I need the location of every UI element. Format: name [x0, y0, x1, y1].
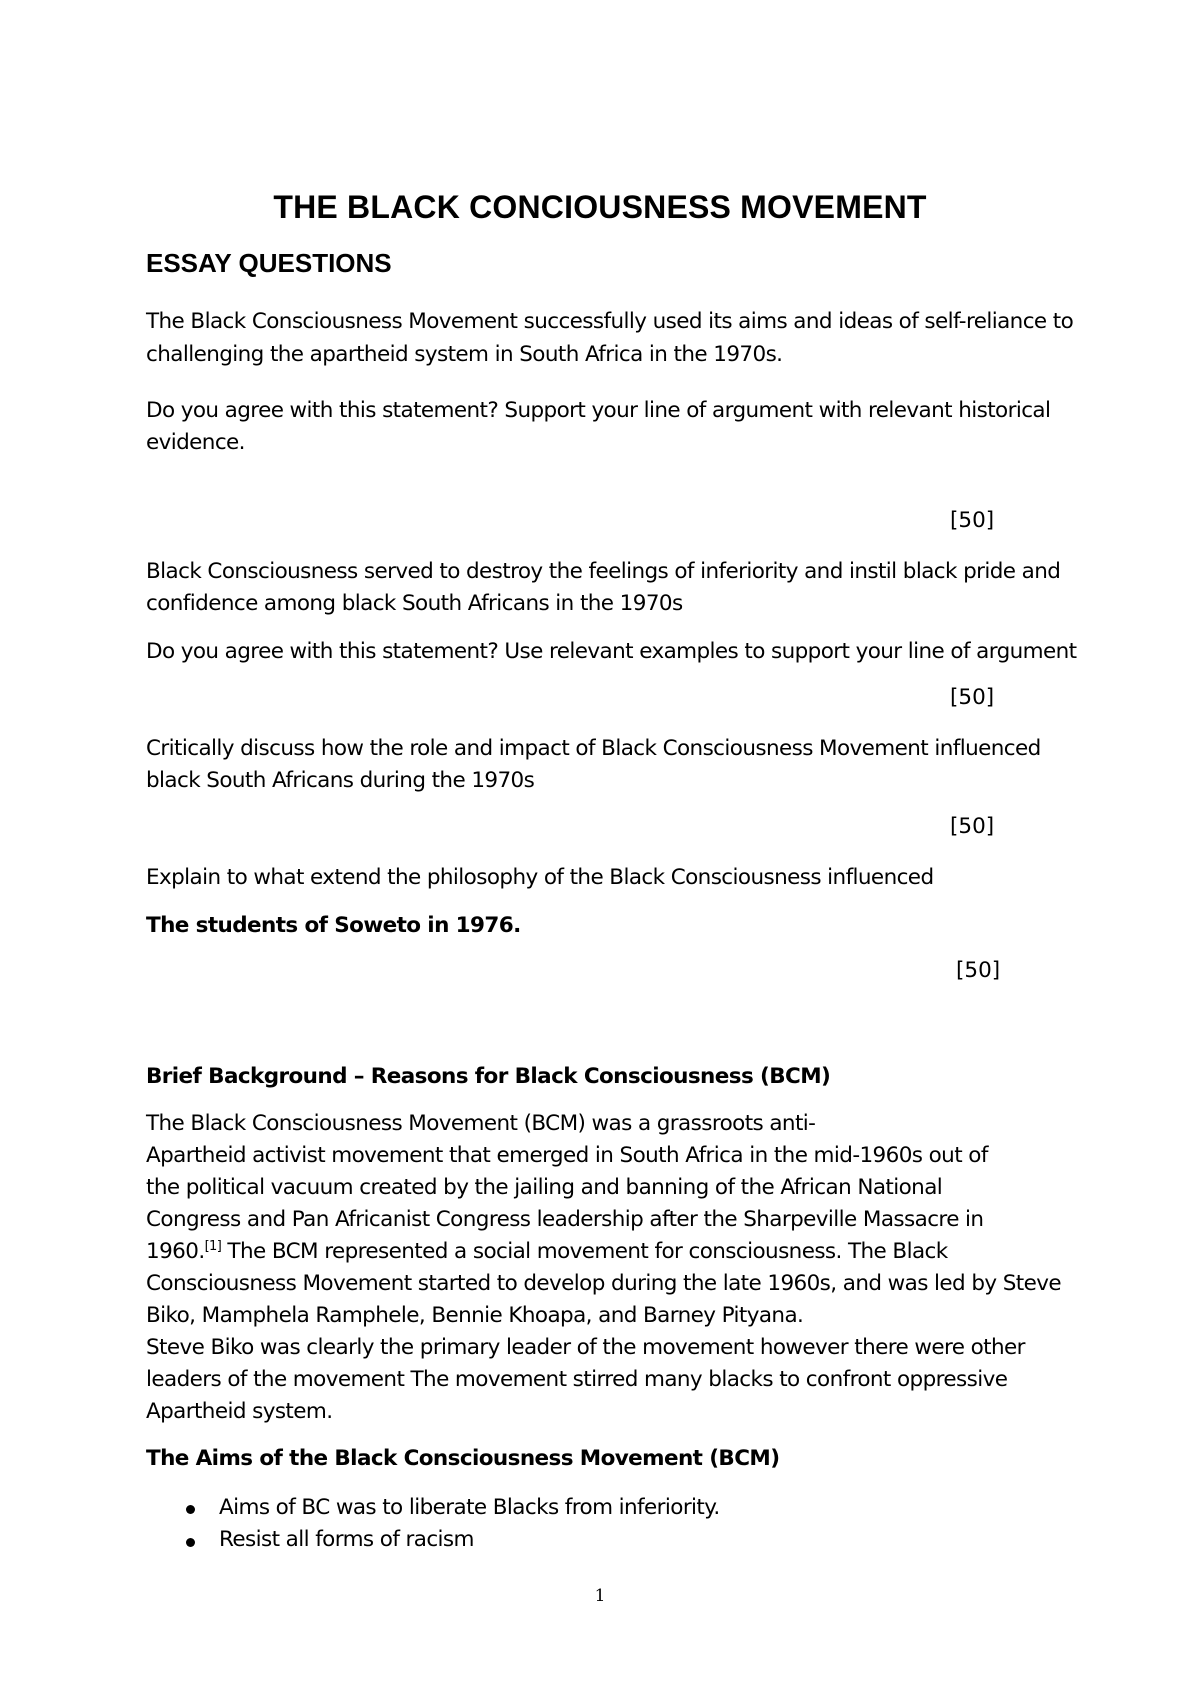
question-2-instruction: Do you agree with this statement? Use relevant examples to support your line of argument [146, 639, 1077, 664]
question-1-instruction-line-1: Do you agree with this statement? Support your line of argument with relevant historical [146, 398, 1051, 423]
background-line-4: Congress and Pan Africanist Congress leadership after the Sharpeville Massacre in [146, 1207, 984, 1232]
question-1-instruction-line-2: evidence. [146, 430, 245, 455]
essay-questions-heading: ESSAY QUESTIONS [146, 248, 392, 278]
document-title: THE BLACK CONCIOUSNESS MOVEMENT [273, 189, 927, 225]
background-line-5-end: The BCM represented a social movement for consciousness. The Black [221, 1239, 948, 1264]
background-line-2: Apartheid activist movement that emerged in South Africa in the mid-1960s out of [146, 1143, 988, 1168]
background-line-6: Consciousness Movement started to develop during the late 1960s, and was led by Steve [146, 1271, 1061, 1296]
bullet-icon [186, 1538, 195, 1547]
page-number: 1 [594, 1586, 606, 1606]
background-line-5-start: 1960. [146, 1239, 205, 1264]
question-4-marks: [50] [956, 958, 1001, 983]
background-heading: Brief Background – Reasons for Black Consciousness (BCM) [146, 1064, 831, 1089]
aims-item-2: Resist all forms of racism [219, 1527, 474, 1552]
question-2-marks: [50] [950, 685, 995, 710]
question-2-line-2: confidence among black South Africans in the 1970s [146, 591, 683, 616]
question-1-marks: [50] [950, 508, 995, 533]
question-2-line-1: Black Consciousness served to destroy the feelings of inferiority and instil black pride and [146, 559, 1061, 584]
question-3-line-2: black South Africans during the 1970s [146, 768, 535, 793]
background-line-8: Steve Biko was clearly the primary leader of the movement however there were other [146, 1335, 1025, 1360]
question-3-line-1: Critically discuss how the role and impact of Black Consciousness Movement influenced [146, 736, 1041, 761]
bullet-icon [186, 1505, 195, 1514]
aims-item-1: Aims of BC was to liberate Blacks from inferiority. [219, 1495, 720, 1520]
background-line-1: The Black Consciousness Movement (BCM) was a grassroots anti- [146, 1111, 816, 1136]
question-3-marks: [50] [950, 814, 995, 839]
question-4-line-1: Explain to what extend the philosophy of the Black Consciousness influenced [146, 865, 934, 890]
aims-heading: The Aims of the Black Consciousness Movement (BCM) [146, 1446, 780, 1471]
question-1-line-1: The Black Consciousness Movement successfully used its aims and ideas of self-reliance to [146, 309, 1074, 334]
background-line-5 [146, 1236, 948, 1268]
question-4-bold-line: The students of Soweto in 1976. [146, 913, 521, 938]
background-line-3: the political vacuum created by the jailing and banning of the African National [146, 1175, 943, 1200]
background-line-9: leaders of the movement The movement stirred many blacks to confront oppressive [146, 1367, 1008, 1392]
question-1-line-2: challenging the apartheid system in South Africa in the 1970s. [146, 342, 783, 367]
footnote-link[interactable]: [1] [204, 1238, 222, 1254]
background-line-10: Apartheid system. [146, 1399, 333, 1424]
background-line-7: Biko, Mamphela Ramphele, Bennie Khoapa, and Barney Pityana. [146, 1303, 804, 1328]
